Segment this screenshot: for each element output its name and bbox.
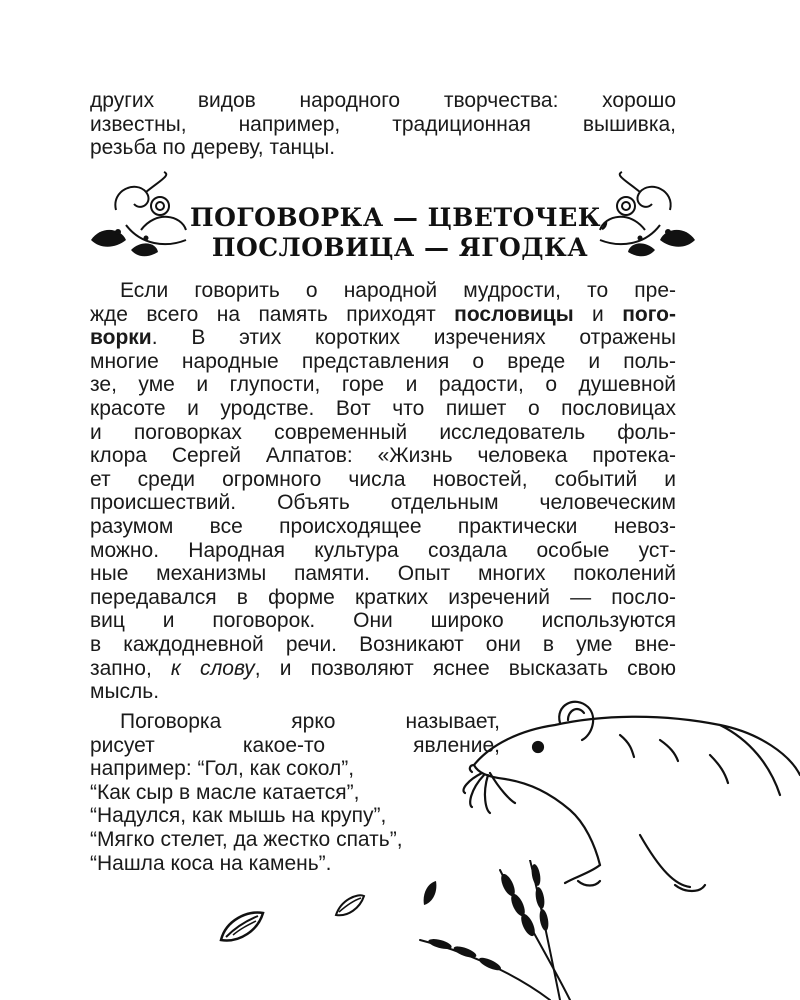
sayings-line: “Мягко стелет, да жестко спать”, — [90, 827, 403, 851]
intro-line: других видов народного творчества: хорошо — [90, 89, 676, 112]
body-line: можно. Народная культура создала особые уст- — [90, 538, 676, 562]
body-line: Если говорить о народной мудрости, то пре- — [120, 279, 676, 302]
body-text: . В этих коротких изречениях отражены — [151, 326, 676, 350]
intro-line: известны, например, традиционная вышивка, — [90, 112, 676, 136]
body-line: ные механизмы памяти. Опыт многих поколений — [90, 562, 676, 586]
body-line: ет среди огромного числа новостей, событий и — [90, 467, 676, 491]
intro-paragraph — [90, 89, 676, 160]
body-text: и — [573, 302, 623, 326]
term-sayings-part2: ворки — [90, 326, 152, 350]
body-line: и поговорках современный исследователь фоль- — [90, 420, 676, 444]
body-line: в каждодневной речи. Возникают они в уме вне- — [90, 632, 676, 656]
seed-icon — [420, 878, 440, 908]
body-text: жде всего на память приходят — [90, 302, 455, 326]
term-proverbs: пословицы — [454, 302, 574, 326]
heading-line-1: ПОГОВОРКА — ЦВЕТОЧЕК, — [190, 203, 611, 232]
sayings-line: рисует какое-то явление, — [90, 733, 500, 757]
sayings-line: “Надулся, как мышь на крупу”, — [90, 804, 387, 828]
body-line: зе, уме и глупости, горе и радости, о душевной — [90, 373, 676, 397]
main-paragraph — [90, 279, 676, 704]
sayings-line: например: “Гол, как сокол”, — [90, 757, 355, 781]
sayings-line: Поговорка ярко называет, — [120, 710, 500, 733]
term-sayings-part1: пого- — [622, 302, 676, 326]
body-line: происшествий. Объять отдельным человеческим — [90, 491, 676, 515]
seed-icon — [218, 905, 268, 945]
body-line: многие народные представления о вреде и поль- — [90, 349, 676, 373]
section-heading — [190, 203, 610, 263]
body-line — [90, 326, 676, 350]
body-text: запно, — [90, 656, 171, 680]
italic-phrase: к слову — [170, 656, 255, 680]
seed-icon — [333, 890, 367, 920]
body-line — [90, 303, 676, 327]
body-line: разумом все происходящее практически невоз- — [90, 514, 676, 538]
body-text: , и позволяют яснее высказать свою — [254, 656, 677, 680]
sayings-paragraph — [90, 710, 500, 875]
body-line: мысль. — [90, 680, 160, 704]
body-line: клора Сергей Алпатов: «Жизнь человека протека- — [90, 444, 676, 468]
body-line: виц и поговорок. Они широко используются — [90, 609, 676, 633]
sayings-line: “Нашла коса на камень”. — [90, 851, 332, 875]
left-floral-ornament — [86, 170, 196, 260]
body-line: красоте и уродстве. Вот что пишет о пословицах — [90, 396, 676, 420]
body-line — [90, 657, 676, 681]
sayings-line: “Как сыр в масле катается”, — [90, 780, 360, 804]
body-line: передавался в форме кратких изречений — посло- — [90, 585, 676, 609]
intro-line: резьба по дереву, танцы. — [90, 136, 336, 160]
heading-line-2: ПОСЛОВИЦА — ЯГОДКА — [211, 233, 589, 262]
